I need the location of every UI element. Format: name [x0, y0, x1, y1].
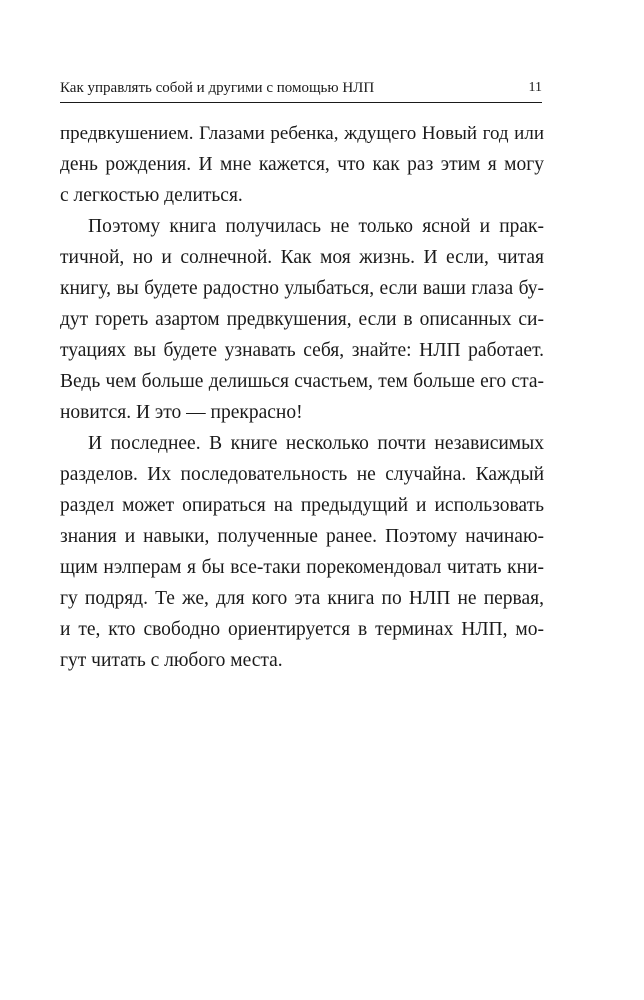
- running-title: Как управлять собой и другими с помощью НЛП: [60, 80, 375, 96]
- text-line: с легкостью делиться.: [60, 185, 243, 206]
- text-line: щим нэлперам я бы все-таки порекомендовал читать кни-: [60, 557, 544, 578]
- text-line: туациях вы будете узнавать себя, знайте: НЛП работает.: [60, 340, 544, 361]
- text-line: Поэтому книга получилась не только ясной и прак-: [88, 216, 544, 237]
- paragraph-3: [60, 428, 544, 676]
- text-line: раздел может опираться на предыдущий и использовать: [60, 495, 544, 516]
- text-line: день рождения. И мне кажется, что как раз этим я могу: [60, 154, 544, 175]
- text-line: гут читать с любого места.: [60, 650, 283, 671]
- paragraph-1: [60, 118, 544, 211]
- text-line: предвкушением. Глазами ребенка, ждущего Новый год или: [60, 123, 544, 144]
- page-number: 11: [528, 80, 542, 95]
- text-line: гу подряд. Те же, для кого эта книга по НЛП не первая,: [60, 588, 544, 609]
- header-rule: [60, 102, 542, 103]
- text-line: разделов. Их последовательность не случайна. Каждый: [60, 464, 544, 485]
- text-line: И последнее. В книге несколько почти независимых: [88, 433, 544, 454]
- text-line: и те, кто свободно ориентируется в терминах НЛП, мо-: [60, 619, 544, 640]
- body-text: [60, 118, 544, 676]
- text-line: новится. И это — прекрасно!: [60, 402, 303, 423]
- text-line: Ведь чем больше делишься счастьем, тем больше его ста-: [60, 371, 544, 392]
- text-line: знания и навыки, полученные ранее. Поэтому начинаю-: [60, 526, 544, 547]
- paragraph-2: [60, 211, 544, 428]
- text-line: книгу, вы будете радостно улыбаться, если ваши глаза бу-: [60, 278, 544, 299]
- text-line: тичной, но и солнечной. Как моя жизнь. И если, читая: [60, 247, 544, 268]
- text-line: дут гореть азартом предвкушения, если в описанных си-: [60, 309, 544, 330]
- running-head: [60, 76, 542, 100]
